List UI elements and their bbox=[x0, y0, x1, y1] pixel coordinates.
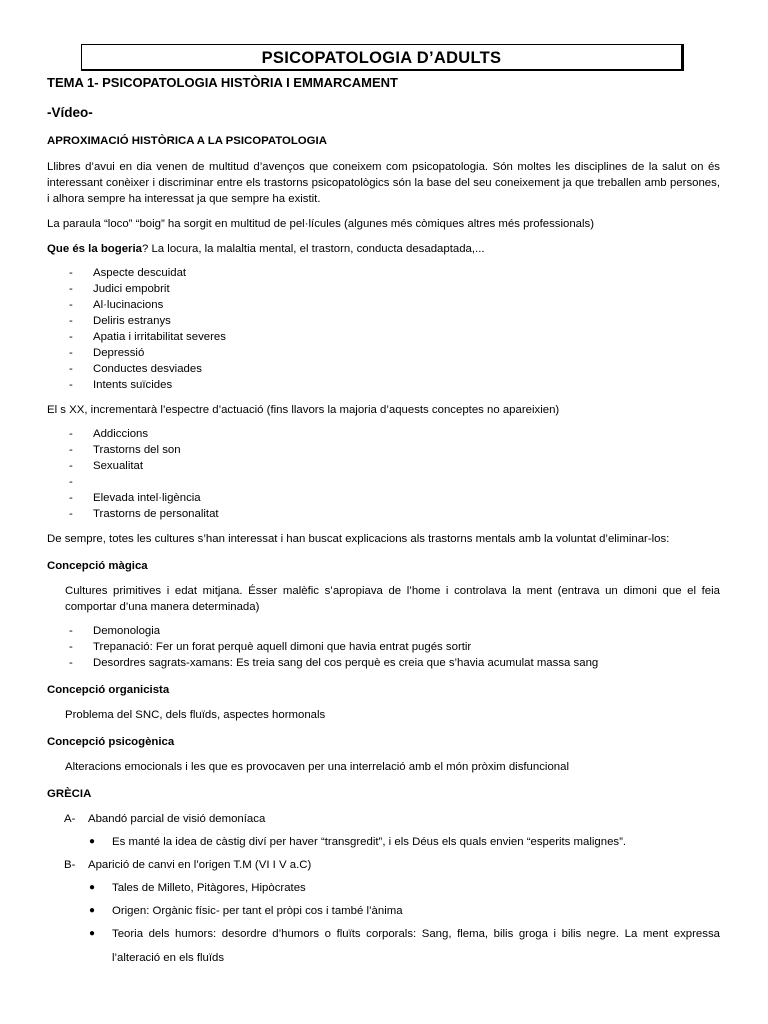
list-item-text: Sexualitat bbox=[93, 460, 144, 472]
bullet-item bbox=[47, 903, 720, 919]
list-item bbox=[47, 490, 720, 506]
paragraph-organicista: Problema del SNC, dels fluïds, aspectes hormonals bbox=[65, 709, 326, 721]
dash-marker: - bbox=[69, 347, 73, 359]
list-item-text: Trepanació: Fer un forat perquè aquell dimoni que havia entrat pugés sortir bbox=[93, 641, 472, 653]
item-a-text: Abandó parcial de visió demoníaca bbox=[88, 813, 266, 825]
paragraph-loco: La paraula “loco” “boig” ha sorgit en multitud de pel·lícules (algunes més còmiques altres més professionals) bbox=[47, 218, 595, 230]
list-item bbox=[47, 313, 720, 329]
paragraph-cultures: De sempre, totes les cultures s’han interessat i han buscat explicacions als trastorns mentals amb la voluntat d’eliminar-los: bbox=[47, 533, 670, 545]
list-item-text: Aspecte descuidat bbox=[93, 267, 187, 279]
list-item bbox=[47, 377, 720, 393]
list-item bbox=[47, 281, 720, 297]
paragraph-sxx: El s XX, incrementarà l’espectre d’actuació (fins llavors la majoria d’aquests conceptes no apareixien) bbox=[47, 404, 560, 416]
dash-marker: - bbox=[69, 492, 73, 504]
symptoms-list bbox=[47, 265, 720, 393]
section-heading-magica: Concepció màgica bbox=[47, 560, 148, 572]
video-heading: -Vídeo- bbox=[47, 105, 93, 120]
grecia-b-bullets bbox=[47, 880, 720, 970]
paragraph-magica: Cultures primitives i edat mitjana. Ésser malèfic s’apropiava de l’home i controlava la ment (entrava un dimoni que el feia comportar d’una manera determinada) bbox=[65, 585, 720, 613]
magica-list bbox=[47, 623, 720, 671]
grecia-item-a bbox=[47, 811, 720, 827]
list-item-text: Al·lucinacions bbox=[93, 299, 164, 311]
list-item bbox=[47, 458, 720, 474]
list-item bbox=[47, 265, 720, 281]
list-item-text: Intents suïcides bbox=[93, 379, 173, 391]
document-body bbox=[47, 74, 720, 977]
list-item bbox=[47, 345, 720, 361]
question-rest: ? La locura, la malaltia mental, el trastorn, conducta desadaptada,... bbox=[141, 243, 485, 255]
list-item bbox=[47, 426, 720, 442]
section-heading-grecia: GRÈCIA bbox=[47, 788, 92, 800]
section-heading-organicista: Concepció organicista bbox=[47, 684, 170, 696]
bullet-text: Tales de Milleto, Pitàgores, Hipòcrates bbox=[112, 882, 306, 894]
list-item bbox=[47, 506, 720, 522]
paragraph-intro: Llibres d’avui en dia venen de multitud d’avenços que coneixem com psicopatologia. Són moltes les disciplines de la salut on és interessant conèixer i discriminar entre els trastorns psicopatològics són la base del seu coneixement ja que treballen amb persones, i alhora sempre ha interessat ja que sempre ha existit. bbox=[47, 161, 720, 205]
grecia-a-bullets bbox=[47, 834, 720, 850]
list-item bbox=[47, 297, 720, 313]
bullet-icon: ● bbox=[89, 928, 96, 939]
topic-heading: TEMA 1- PSICOPATOLOGIA HISTÒRIA I EMMARCAMENT bbox=[47, 75, 398, 90]
dash-marker: - bbox=[69, 508, 73, 520]
dash-marker: - bbox=[69, 299, 73, 311]
bullet-item bbox=[47, 834, 720, 850]
bullet-icon: ● bbox=[89, 882, 96, 893]
list-item-text: Elevada intel·ligència bbox=[93, 492, 201, 504]
dash-marker: - bbox=[69, 267, 73, 279]
bullet-item bbox=[47, 922, 720, 970]
item-marker-a: A- bbox=[64, 813, 76, 825]
list-item-text: Depressió bbox=[93, 347, 145, 359]
dash-marker: - bbox=[69, 444, 73, 456]
dash-marker: - bbox=[69, 641, 73, 653]
bullet-item bbox=[47, 880, 720, 896]
list-item bbox=[47, 623, 720, 639]
question-bold: Que és la bogeria bbox=[47, 243, 142, 255]
list-item bbox=[47, 639, 720, 655]
dash-marker: - bbox=[69, 476, 73, 488]
bullet-text: Teoria dels humors: desordre d’humors o fluïts corporals: Sang, flema, bilis groga i bilis negre. La ment expressa l’alteració en els fluïds bbox=[112, 928, 720, 964]
list-item bbox=[47, 655, 720, 671]
bullet-text: Origen: Orgànic físic- per tant el pròpi cos i també l’ànima bbox=[112, 905, 403, 917]
section-heading-psicogenica: Concepció psicogènica bbox=[47, 736, 175, 748]
dash-marker: - bbox=[69, 625, 73, 637]
list-item-text: Apatia i irritabilitat severes bbox=[93, 331, 226, 343]
document-title: PSICOPATOLOGIA D’ADULTS bbox=[261, 49, 502, 67]
list-item-text: Trastorns del son bbox=[93, 444, 181, 456]
bullet-icon: ● bbox=[89, 905, 96, 916]
item-b-text: Aparició de canvi en l’origen T.M (VI I V a.C) bbox=[88, 859, 312, 871]
dash-marker: - bbox=[69, 379, 73, 391]
list-item-text: Conductes desviades bbox=[93, 363, 202, 375]
dash-marker: - bbox=[69, 657, 73, 669]
list-item-text: Deliris estranys bbox=[93, 315, 171, 327]
section-heading-historical: APROXIMACIÓ HISTÒRICA A LA PSICOPATOLOGIA bbox=[47, 135, 327, 147]
list-item bbox=[47, 361, 720, 377]
list-item bbox=[47, 329, 720, 345]
list-item bbox=[47, 474, 720, 490]
paragraph-psicogenica: Alteracions emocionals i les que es provocaven per una interrelació amb el món pròxim disfuncional bbox=[65, 761, 569, 773]
list-item bbox=[47, 442, 720, 458]
dash-marker: - bbox=[69, 428, 73, 440]
paragraph-question bbox=[47, 241, 720, 257]
dash-marker: - bbox=[69, 331, 73, 343]
bullet-icon: ● bbox=[89, 836, 96, 847]
grecia-item-b bbox=[47, 857, 720, 873]
dash-marker: - bbox=[69, 363, 73, 375]
dash-marker: - bbox=[69, 283, 73, 295]
list-item-text: Desordres sagrats-xamans: Es treia sang del cos perquè es creia que s’havia acumulat massa sang bbox=[93, 657, 599, 669]
document-title-box bbox=[81, 44, 684, 71]
dash-marker: - bbox=[69, 315, 73, 327]
list-item-text: Demonologia bbox=[93, 625, 161, 637]
list-item-text: Addiccions bbox=[93, 428, 149, 440]
list-item-text: Judici empobrit bbox=[93, 283, 170, 295]
list-item-text: Trastorns de personalitat bbox=[93, 508, 219, 520]
item-marker-b: B- bbox=[64, 859, 76, 871]
bullet-text: Es manté la idea de càstig diví per haver “transgredit”, i els Déus els quals envien “esperits malignes”. bbox=[112, 836, 627, 848]
dash-marker: - bbox=[69, 460, 73, 472]
sxx-list bbox=[47, 426, 720, 522]
